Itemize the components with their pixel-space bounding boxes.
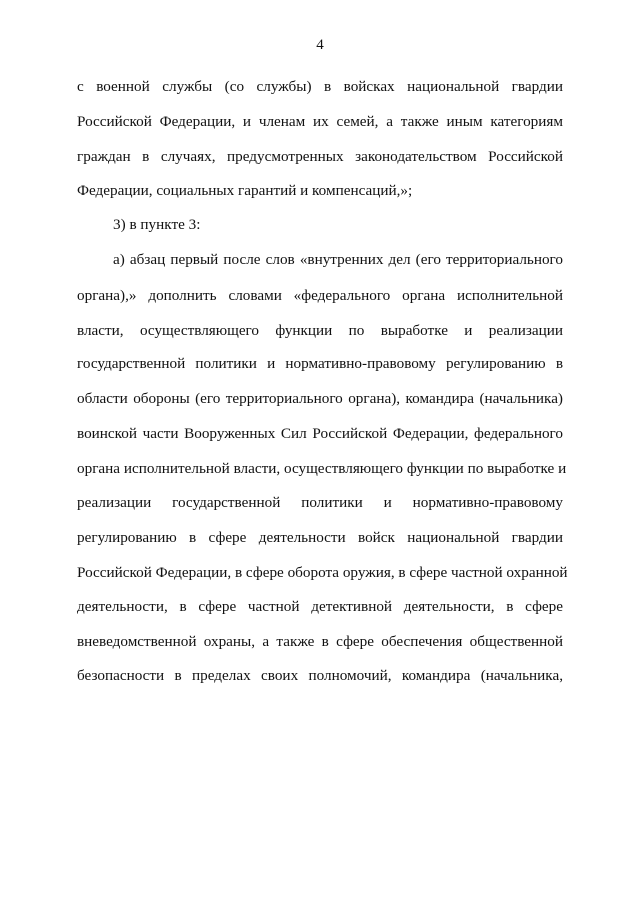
text-line: воинской части Вооруженных Сил Российской Федерации, федерального — [77, 425, 563, 442]
text-line: граждан в случаях, предусмотренных законодательством Российской — [77, 148, 563, 165]
text-line: Федерации, социальных гарантий и компенсаций,»; — [77, 182, 413, 199]
text-line: государственной политики и нормативно-правовому регулированию в — [77, 355, 563, 372]
text-line: 3) в пункте 3: — [113, 216, 201, 233]
text-line: вневедомственной охраны, а также в сфере обеспечения общественной — [77, 633, 563, 650]
text-line: области обороны (его территориального органа), командира (начальника) — [77, 390, 563, 407]
text-line: Российской Федерации, и членам их семей, а также иным категориям — [77, 113, 563, 130]
text-line: безопасности в пределах своих полномочий, командира (начальника, — [77, 667, 563, 684]
text-line: деятельности, в сфере частной детективной деятельности, в сфере — [77, 598, 563, 615]
text-line: реализации государственной политики и нормативно-правовому — [77, 494, 563, 511]
text-line: власти, осуществляющего функции по выработке и реализации — [77, 322, 563, 339]
text-line: Российской Федерации, в сфере оборота оружия, в сфере частной охранной — [77, 564, 568, 581]
text-line: органа исполнительной власти, осуществляющего функции по выработке и — [77, 460, 567, 477]
page-number: 4 — [316, 37, 324, 53]
text-line: а) абзац первый после слов «внутренних дел (его территориального — [113, 251, 563, 268]
text-line: органа),» дополнить словами «федерального органа исполнительной — [77, 287, 563, 304]
text-line: регулированию в сфере деятельности войск национальной гвардии — [77, 529, 563, 546]
text-line: с военной службы (со службы) в войсках национальной гвардии — [77, 78, 563, 95]
